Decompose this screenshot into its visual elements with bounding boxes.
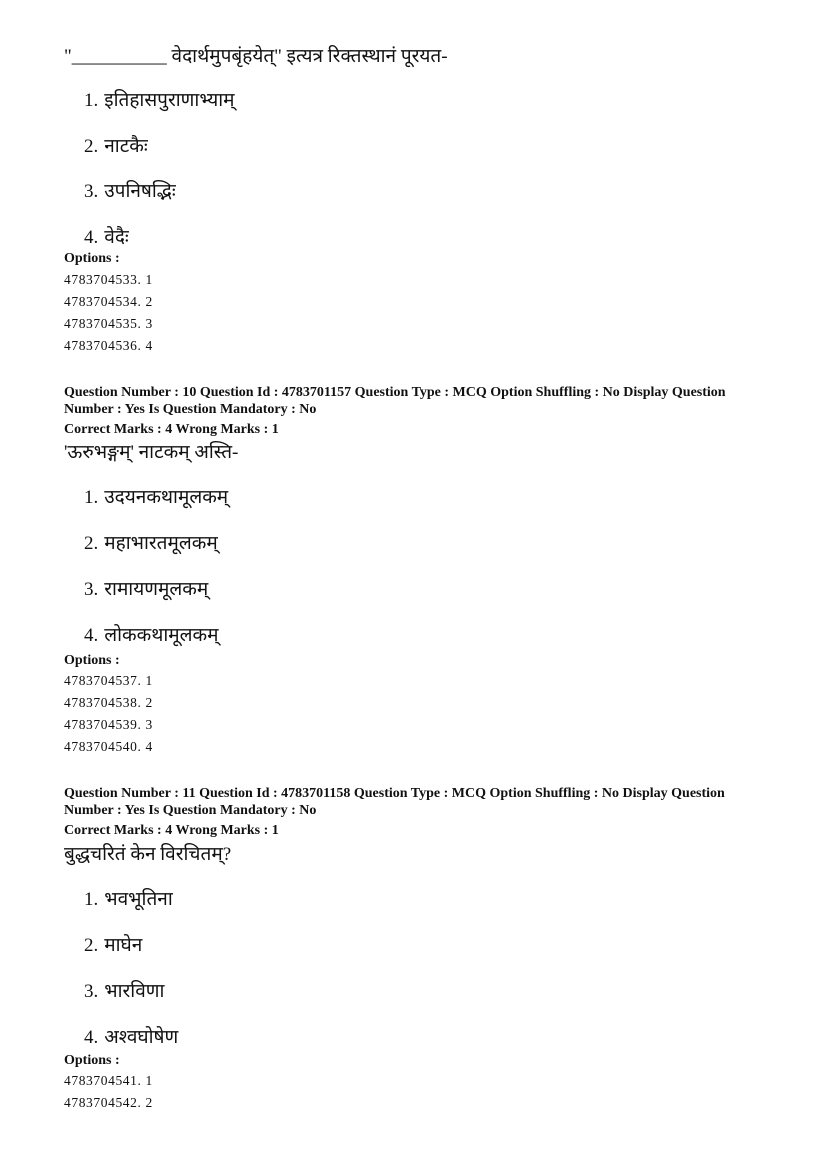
- option-id: 4783704540. 4: [64, 739, 153, 754]
- option-id: 4783704536. 4: [64, 338, 153, 353]
- option-id: 4783704542. 2: [64, 1095, 153, 1110]
- option-item: [84, 181, 176, 203]
- option-text: भारविणा: [104, 981, 165, 1002]
- question-meta: Question Number : 10 Question Id : 4783701157 Question Type : MCQ Option Shuffling : No Display Question: [64, 385, 726, 400]
- option-number: 1.: [84, 487, 99, 508]
- option-number: 4.: [84, 1027, 99, 1048]
- option-number: 2.: [84, 935, 99, 956]
- option-item: [84, 487, 228, 509]
- option-number: 3.: [84, 181, 99, 202]
- option-id: 4783704537. 1: [64, 673, 153, 688]
- option-item: [84, 136, 148, 158]
- option-number: 3.: [84, 579, 99, 600]
- option-item: [84, 227, 129, 249]
- option-text: उपनिषद्भिः: [104, 181, 176, 202]
- option-item: [84, 981, 164, 1003]
- option-id: 4783704541. 1: [64, 1073, 153, 1088]
- options-label: Options :: [64, 653, 120, 668]
- option-text: माघेन: [104, 935, 143, 956]
- option-number: 2.: [84, 136, 99, 157]
- question-marks: Correct Marks : 4 Wrong Marks : 1: [64, 422, 279, 437]
- option-number: 4.: [84, 227, 99, 248]
- option-text: नाटकैः: [104, 136, 148, 157]
- question-text: "__________ वेदार्थमुपबृंहयेत्" इत्यत्र रिक्तस्थानं पूरयत-: [64, 46, 448, 67]
- option-number: 3.: [84, 981, 99, 1002]
- options-label: Options :: [64, 251, 120, 266]
- option-text: लोककथामूलकम्: [104, 625, 219, 646]
- option-item: [84, 1027, 178, 1049]
- question-text: 'ऊरुभङ्गम्' नाटकम् अस्ति-: [64, 442, 239, 463]
- option-text: महाभारतमूलकम्: [104, 533, 218, 554]
- option-text: इतिहासपुराणाभ्याम्: [104, 90, 235, 111]
- option-id: 4783704534. 2: [64, 294, 153, 309]
- option-number: 2.: [84, 533, 99, 554]
- option-text: भवभूतिना: [104, 889, 173, 910]
- option-text: उदयनकथामूलकम्: [104, 487, 229, 508]
- option-id: 4783704538. 2: [64, 695, 153, 710]
- options-label: Options :: [64, 1053, 120, 1068]
- option-item: [84, 533, 218, 555]
- question-marks: Correct Marks : 4 Wrong Marks : 1: [64, 823, 279, 838]
- option-text: अश्वघोषेण: [104, 1027, 179, 1048]
- option-item: [84, 579, 208, 601]
- question-text: बुद्धचरितं केन विरचितम्?: [64, 844, 232, 865]
- option-id: 4783704533. 1: [64, 272, 153, 287]
- option-text: रामायणमूलकम्: [104, 579, 209, 600]
- option-id: 4783704539. 3: [64, 717, 153, 732]
- option-item: [84, 90, 235, 112]
- question-meta: Number : Yes Is Question Mandatory : No: [64, 402, 317, 417]
- option-id: 4783704535. 3: [64, 316, 153, 331]
- option-item: [84, 625, 219, 647]
- option-number: 1.: [84, 889, 99, 910]
- question-meta: Number : Yes Is Question Mandatory : No: [64, 803, 317, 818]
- option-number: 4.: [84, 625, 99, 646]
- option-number: 1.: [84, 90, 99, 111]
- option-item: [84, 935, 142, 957]
- question-meta: Question Number : 11 Question Id : 4783701158 Question Type : MCQ Option Shuffling : No Display Question: [64, 786, 725, 801]
- option-item: [84, 889, 173, 911]
- option-text: वेदैः: [104, 227, 129, 248]
